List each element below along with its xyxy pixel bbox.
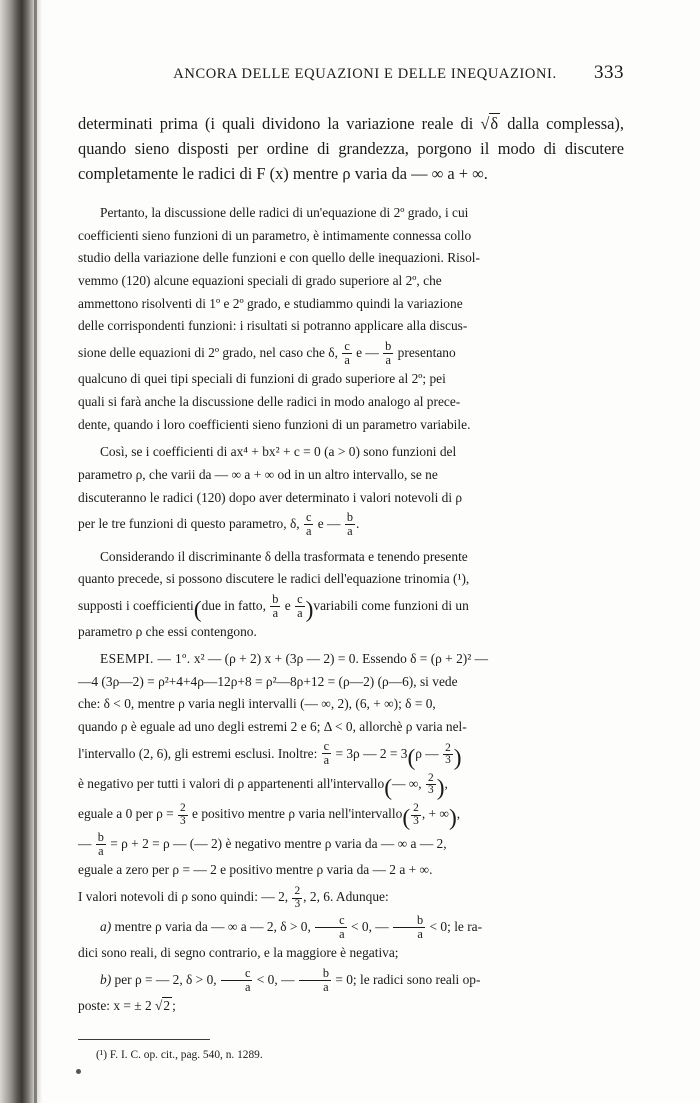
sqrt-delta: √δ bbox=[480, 114, 499, 133]
examples-line-3: che: δ < 0, mentre ρ varia negli intervalli (— ∞, 2), (6, + ∞); δ = 0, bbox=[78, 696, 436, 712]
paragraph-2-line-6: delle corrispondenti funzioni: i risultati si potranno applicare alla discus- bbox=[78, 318, 468, 334]
fraction-numerator: c bbox=[305, 510, 312, 525]
footnote-text: F. I. C. op. cit., pag. 540, n. 1289. bbox=[109, 1048, 263, 1061]
fraction-denominator: 3 bbox=[294, 897, 301, 910]
fraction-two-thirds bbox=[178, 803, 188, 827]
fraction-denominator: 3 bbox=[180, 814, 186, 827]
fraction-numerator: 2 bbox=[413, 802, 419, 815]
fraction-b-over-a bbox=[383, 340, 393, 367]
case-a-2: < 0, — bbox=[347, 919, 393, 935]
paragraph-2-line-7 bbox=[78, 338, 624, 368]
paragraph-2-line-5: ammettono risolventi di 1º e 2º grado, e studiammo quindi la variazione bbox=[78, 295, 463, 311]
fraction-numerator: b bbox=[346, 510, 353, 525]
fraction-numerator: c bbox=[339, 912, 345, 927]
examples-line-9: eguale a zero per ρ = — 2 e positivo mentre ρ varia da — 2 a + ∞. bbox=[78, 862, 433, 878]
fraction-denominator: a bbox=[297, 605, 303, 620]
case-a-1: mentre ρ varia da — ∞ a — 2, δ > 0, bbox=[114, 919, 315, 935]
p3-l4-c: . bbox=[355, 516, 360, 532]
fraction-numerator: c bbox=[297, 591, 303, 606]
ex-l5-b: = 3ρ — 2 = 3 bbox=[332, 745, 408, 761]
fraction-denominator: a bbox=[393, 927, 425, 941]
paragraph-4-line-4: parametro ρ che essi contengono. bbox=[78, 624, 257, 640]
fraction-denominator: a bbox=[221, 980, 252, 994]
fraction-b-over-a bbox=[299, 967, 331, 994]
examples-line-8 bbox=[78, 829, 624, 859]
footnote-marker: (¹) bbox=[96, 1048, 108, 1061]
fraction-denominator: 3 bbox=[413, 814, 419, 827]
fraction-numerator: b bbox=[385, 338, 392, 353]
running-head-title: ANCORA DELLE EQUAZIONI E DELLE INEQUAZIONI. bbox=[173, 66, 557, 82]
fraction-two-thirds bbox=[411, 803, 421, 827]
fraction-denominator: a bbox=[299, 980, 331, 994]
fraction-denominator: a bbox=[345, 524, 355, 538]
ex-l6-a: è negativo per tutti i valori di ρ appartenenti all'intervallo bbox=[78, 775, 385, 791]
case-b-6: ; bbox=[172, 998, 176, 1014]
fraction-denominator: a bbox=[383, 353, 393, 367]
paragraph-2-line-3: studio della variazione delle funzioni e con quello delle inequazioni. Risol- bbox=[78, 250, 480, 266]
fraction-numerator: b bbox=[417, 912, 424, 927]
examples-line-6: è negativo per tutti i valori di ρ appartenenti all'intervallo(— ∞, $\frac{2}{3}$ ), bbox=[78, 771, 448, 802]
fraction-c-over-a bbox=[221, 967, 252, 994]
right-paren-large: ) bbox=[453, 745, 462, 772]
p3-l4-a: per le tre funzioni di questo parametro, δ, bbox=[78, 516, 303, 532]
paragraph-3-line-2: parametro ρ, che varii da — ∞ a + ∞ od in un altro intervallo, se ne bbox=[78, 467, 438, 482]
fraction-denominator: a bbox=[305, 524, 312, 539]
fraction-two-thirds bbox=[292, 886, 302, 910]
ex-l10-b: , 2, 6. Adunque: bbox=[303, 888, 389, 904]
ex-l6-b: — ∞, bbox=[392, 775, 425, 791]
examples-line-4: quando ρ è eguale ad uno degli estremi 2 e 6; Δ < 0, allorchè ρ varia nel- bbox=[78, 718, 467, 734]
p2-l7-c: presentano bbox=[394, 345, 456, 361]
fraction-numerator: c bbox=[323, 739, 330, 754]
fraction-c-over-a bbox=[304, 511, 313, 538]
case-a-line-2: dici sono reali, di segno contrario, e la maggiore è negativa; bbox=[78, 945, 399, 961]
fraction-b-over-a bbox=[96, 831, 106, 858]
ex-l7-a: eguale a 0 per ρ = bbox=[78, 805, 177, 821]
case-b-4: poste: x = ± 2 bbox=[78, 998, 156, 1014]
fraction-numerator: c bbox=[244, 965, 251, 980]
p4-l3-b: due in fatto, bbox=[201, 597, 270, 613]
ex-l5-c: ρ — bbox=[415, 745, 443, 761]
fraction-denominator: a bbox=[344, 352, 350, 367]
case-b-label: b) bbox=[100, 971, 112, 987]
examples-line-7: eguale a 0 per ρ = $\frac{2}{3}$ e positivo mentre ρ varia nell'intervallo( $\frac{2}{3}$ , + ∞), bbox=[78, 802, 461, 832]
left-paren-large: ( bbox=[384, 775, 393, 802]
sqrt-two: √2 bbox=[155, 998, 171, 1014]
case-b-1: per ρ = — 2, δ > 0, bbox=[114, 971, 220, 987]
paragraph-lead bbox=[78, 112, 624, 187]
paragraph-3-line-3: discuteranno le radici (120) dopo aver determinato i valori notevoli di ρ bbox=[78, 489, 463, 505]
fraction-denominator: 3 bbox=[445, 754, 451, 767]
ex-l7-c: , + ∞ bbox=[421, 805, 449, 821]
fraction-numerator: 2 bbox=[180, 802, 186, 815]
case-b-line-2 bbox=[78, 995, 624, 1017]
p4-l3-d: variabili come funzioni di un bbox=[313, 597, 469, 613]
examples-line-10 bbox=[78, 882, 624, 912]
fraction-denominator: a bbox=[96, 844, 106, 858]
ex-l8-a: — bbox=[78, 836, 95, 852]
fraction-numerator: 2 bbox=[294, 885, 301, 898]
examples-line-1 bbox=[78, 648, 624, 670]
paragraph-3-line-1: Così, se i coefficienti di ax⁴ + bx² + c = 0 (a > 0) sono funzioni del bbox=[100, 444, 457, 460]
fraction-two-thirds bbox=[426, 773, 436, 797]
lead-text-b: dalla complessa), quando sieno disposti per ordine di grandezza, porgono il modo di discutere completamente le radici di F (x) mentre ρ varia da — ∞ a + ∞. bbox=[78, 114, 624, 183]
case-a-3: < 0; le ra- bbox=[426, 919, 483, 935]
running-head bbox=[78, 62, 624, 84]
lead-text-a: determinati prima (i quali dividono la variazione reale di bbox=[78, 114, 481, 133]
page-content bbox=[78, 62, 624, 1064]
fraction-b-over-a bbox=[345, 511, 355, 538]
footnote bbox=[78, 1048, 624, 1064]
case-b-3: = 0; le radici sono reali op- bbox=[331, 971, 481, 987]
case-a-line-1 bbox=[78, 912, 624, 942]
paragraph-2-line-10: dente, quando i loro coefficienti sieno funzioni di un parametro variabile. bbox=[78, 416, 471, 432]
case-b-2: < 0, — bbox=[253, 971, 298, 987]
paragraph-3-line-4 bbox=[78, 509, 624, 539]
fraction-c-over-a bbox=[295, 593, 304, 620]
fraction-b-over-a bbox=[393, 914, 425, 941]
paragraph-4-line-1: Considerando il discriminante δ della trasformata e tenendo presente bbox=[100, 548, 468, 564]
fraction-denominator: a bbox=[270, 606, 280, 620]
fraction-two-thirds bbox=[443, 743, 453, 767]
paragraph-2-line-8: qualcuno di quei tipi speciali di funzioni di grado superiore al 2º; pei bbox=[78, 371, 446, 387]
case-a-label: a) bbox=[100, 919, 112, 935]
examples-label: ESEMPI. — 1º. bbox=[100, 650, 191, 666]
fraction-denominator: a bbox=[323, 753, 330, 768]
fraction-numerator: b bbox=[322, 965, 329, 980]
right-paren-large: ) bbox=[305, 597, 314, 624]
examples-line-1-text: x² — (ρ + 2) x + (3ρ — 2) = 0. Essendo δ = (ρ + 2)² — bbox=[193, 650, 488, 666]
ex-l8-b: = ρ + 2 = ρ — (— 2) è negativo mentre ρ varia da — ∞ a — 2, bbox=[106, 836, 447, 852]
paragraph-2-line-2: coefficienti sieno funzioni di un parametro, è intimamente connessa collo bbox=[78, 227, 472, 243]
paragraph-2-line-1: Pertanto, la discussione delle radici di un'equazione di 2º grado, i cui bbox=[100, 204, 469, 220]
fraction-c-over-a bbox=[342, 340, 351, 367]
left-paren-large: ( bbox=[402, 805, 411, 832]
paragraph-4-line-3 bbox=[78, 591, 624, 624]
ex-l10-a: I valori notevoli di ρ sono quindi: — 2, bbox=[78, 888, 292, 904]
footnote-rule bbox=[78, 1039, 210, 1040]
fraction-numerator: 2 bbox=[445, 741, 451, 754]
p2-l7-a: sione delle equazioni di 2º grado, nel caso che δ, bbox=[78, 345, 342, 361]
fraction-c-over-a bbox=[315, 914, 346, 941]
paragraph-2-line-4: vemmo (120) alcune equazioni speciali di grado superiore al 2º, che bbox=[78, 272, 442, 288]
fraction-numerator: b bbox=[272, 591, 279, 606]
fraction-numerator: 2 bbox=[428, 771, 434, 784]
ex-l7-b: e positivo mentre ρ varia nell'intervallo bbox=[188, 805, 403, 821]
left-paren-large: ( bbox=[193, 597, 202, 624]
left-paren-large: ( bbox=[407, 745, 416, 772]
fraction-c-over-a bbox=[322, 740, 331, 767]
page-speck bbox=[76, 1069, 81, 1074]
right-paren-large: ) bbox=[448, 805, 457, 832]
fraction-denominator: 3 bbox=[428, 784, 434, 797]
p2-l7-b: e — bbox=[352, 345, 383, 361]
case-b-line-1 bbox=[78, 965, 624, 995]
p3-l4-b: e — bbox=[314, 516, 344, 532]
page-number: 333 bbox=[594, 62, 624, 83]
fraction-b-over-a bbox=[270, 593, 280, 620]
paragraph-4-line-2: quanto precede, si possono discutere le radici dell'equazione trinomia (¹), bbox=[78, 571, 470, 587]
examples-line-2: —4 (3ρ—2) = ρ²+4+4ρ—12ρ+8 = ρ²—8ρ+12 = (ρ—2) (ρ—6), si vede bbox=[78, 673, 458, 689]
sqrt-radicand: δ bbox=[490, 114, 499, 133]
paragraph-2-line-9: quali si farà anche la discussione delle radici in modo analogo al prece- bbox=[78, 393, 461, 409]
fraction-numerator: b bbox=[97, 829, 104, 844]
p4-l3-a: supposti i coefficienti bbox=[78, 597, 194, 613]
fraction-denominator: a bbox=[315, 927, 346, 941]
sqrt-radicand: 2 bbox=[163, 998, 171, 1014]
fraction-numerator: c bbox=[344, 338, 350, 353]
scan-gutter-edge bbox=[34, 0, 37, 1103]
ex-l5-a: l'intervallo (2, 6), gli estremi esclusi. Inoltre: bbox=[78, 745, 321, 761]
right-paren-large: ) bbox=[436, 775, 445, 802]
examples-line-5 bbox=[78, 739, 624, 772]
p4-l3-c: e bbox=[281, 597, 295, 613]
